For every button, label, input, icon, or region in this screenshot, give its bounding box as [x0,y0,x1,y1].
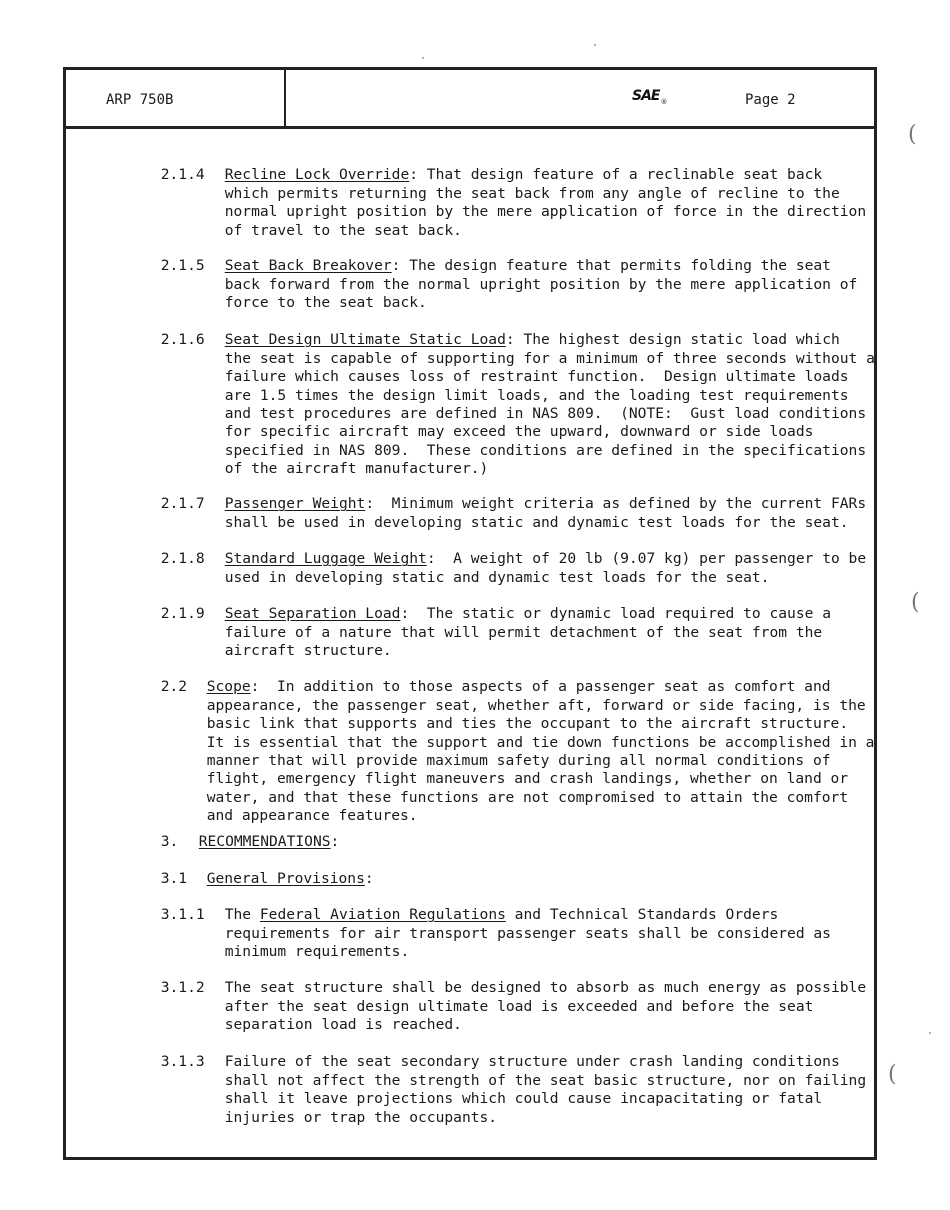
page-header [66,70,874,129]
scan-speck [929,1032,931,1034]
section-line: requirements for air transport passenger seats shall be considered as [224,924,831,942]
section-line: of travel to the seat back. [224,221,462,239]
section-heading: General Provisions [206,870,365,888]
section-line: : That design feature of a reclinable seat back [409,166,823,184]
section-line: water, and that these functions are not compromised to attain the comfort [206,788,849,806]
defined-term: Seat Back Breakover [224,257,392,275]
page-frame [63,67,877,1160]
margin-bracket-mark: ( [888,1062,897,1087]
section-line: for specific aircraft may exceed the upward, downward or side loads [224,423,814,441]
section-line: Failure of the seat secondary structure under crash landing conditions [224,1053,840,1071]
section-number: 3. [160,833,179,851]
section-2-1-6 [108,313,875,497]
section-line: : In addition to those aspects of a passenger seat as comfort and [250,678,831,696]
section-line: shall it leave projections which could cause incapacitating or fatal [224,1090,823,1108]
section-prefix: The [224,906,260,924]
section-line: of the aircraft manufacturer.) [224,460,489,478]
section-number: 3.1.3 [160,1053,205,1071]
sae-logo-text: SAE [632,88,660,104]
section-number: 2.1.4 [160,166,205,184]
section-line: the seat is capable of supporting for a minimum of three seconds without a [224,349,875,367]
section-line: specified in NAS 809. These conditions are defined in the specifications [224,441,867,459]
scan-speck [422,57,424,59]
section-3-1-3 [108,1035,866,1145]
defined-term: Scope [206,678,251,696]
section-line: shall be used in developing static and dynamic test loads for the seat. [224,513,849,531]
section-number: 2.1.9 [160,605,205,623]
section-line: and test procedures are defined in NAS 809. (NOTE: Gust load conditions [224,405,867,423]
section-line: used in developing static and dynamic test loads for the seat. [224,568,770,586]
section-line: normal upright position by the mere application of force in the direction [224,203,867,221]
registered-mark: ® [660,98,667,106]
section-line: failure which causes loss of restraint function. Design ultimate loads [224,368,849,386]
section-line: injuries or trap the occupants. [224,1108,498,1126]
section-number: 3.1.1 [160,906,205,924]
section-line: : A weight of 20 lb (9.07 kg) per passenger to be [426,550,867,568]
section-number: 2.1.7 [160,495,205,513]
section-line: : Minimum weight criteria as defined by the current FARs [365,495,867,513]
scan-speck [594,44,596,46]
section-line: : The highest design static load which [505,331,840,349]
section-line: aircraft structure. [224,642,392,660]
defined-term: Standard Luggage Weight [224,550,427,568]
section-line: manner that will provide maximum safety during all normal conditions of [206,752,831,770]
section-line: It is essential that the support and tie down functions be accomplished in a [206,733,875,751]
section-line: and Technical Standards Orders [505,906,779,924]
section-line: minimum requirements. [224,943,410,961]
section-line: : The static or dynamic load required to cause a [400,605,831,623]
section-line: after the seat design ultimate load is exceeded and before the seat [224,997,814,1015]
section-number: 3.1.2 [160,979,205,997]
section-line: : The design feature that permits folding the seat [391,257,831,275]
section-line: are 1.5 times the design limit loads, and the loading test requirements [224,386,849,404]
section-line: failure of a nature that will permit detachment of the seat from the [224,623,823,641]
defined-term: Federal Aviation Regulations [259,906,506,924]
section-line: The seat structure shall be designed to absorb as much energy as possible [224,979,867,997]
defined-term: Passenger Weight [224,495,366,513]
section-line: basic link that supports and ties the occupant to the aircraft structure. [206,715,849,733]
section-line: back forward from the normal upright position by the mere application of [224,275,858,293]
section-line: appearance, the passenger seat, whether aft, forward or side facing, is the [206,696,866,714]
section-number: 2.2 [160,678,188,696]
margin-bracket-mark: ( [911,590,920,615]
section-line: : [330,833,340,851]
document-id: ARP 750B [106,92,174,108]
section-number: 2.1.5 [160,257,205,275]
section-line: : [364,870,374,888]
section-line: and appearance features. [206,807,418,825]
defined-term: Seat Design Ultimate Static Load [224,331,506,349]
header-divider [284,70,286,126]
section-line: flight, emergency flight maneuvers and crash landings, whether on land or [206,770,849,788]
section-line: shall not affect the strength of the seat basic structure, nor on failing [224,1071,867,1089]
defined-term: Recline Lock Override [224,166,410,184]
sae-logo [632,88,666,106]
document-body [108,148,878,1126]
page-number: Page 2 [745,92,796,108]
section-number: 2.1.6 [160,331,205,349]
section-number: 3.1 [160,870,188,888]
margin-bracket-mark: ( [908,122,917,147]
defined-term: Seat Separation Load [224,605,401,623]
section-line: separation load is reached. [224,1016,462,1034]
section-heading: RECOMMENDATIONS [198,833,331,851]
section-line: which permits returning the seat back from any angle of recline to the [224,184,840,202]
section-line: force to the seat back. [224,294,427,312]
section-number: 2.1.8 [160,550,205,568]
